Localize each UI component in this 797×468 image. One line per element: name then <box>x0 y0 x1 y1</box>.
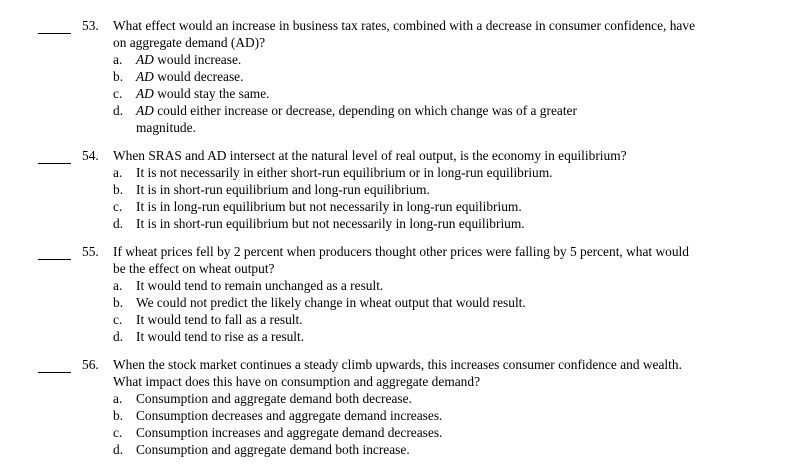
choice-text: Consumption and aggregate demand both increase. <box>136 441 410 457</box>
choice-text <box>136 103 577 137</box>
stem-line: When SRAS and AD intersect at the natural level of real output, is the economy in equilibrium? <box>113 148 627 163</box>
choice-letter: b. <box>113 68 124 84</box>
stem-line: When the stock market continues a steady climb upwards, this increases consumer confidence and wealth. <box>113 357 682 372</box>
choice-text: It is in short-run equilibrium but not necessarily in long-run equilibrium. <box>136 215 525 231</box>
choice-text: Consumption increases and aggregate demand decreases. <box>136 424 443 440</box>
question-number: 56. <box>82 357 99 372</box>
choice-letter: a. <box>113 391 123 406</box>
choice-text: It is in long-run equilibrium but not necessarily in long-run equilibrium. <box>136 198 522 214</box>
choice-letter: d. <box>113 102 124 118</box>
choice-text: It would tend to fall as a result. <box>136 311 303 327</box>
choice-line <box>136 103 577 120</box>
choice-letter: c. <box>113 424 123 440</box>
question-stem <box>113 357 763 391</box>
choice-italic-prefix: AD <box>136 68 154 84</box>
choice-italic-prefix: AD <box>136 102 154 118</box>
choice-body: would increase. <box>153 52 242 67</box>
question-number: 55. <box>82 244 99 259</box>
stem-line: be the effect on wheat output? <box>113 260 275 276</box>
stem-line: If wheat prices fell by 2 percent when producers thought other prices were falling by 5 percent, what would <box>113 244 689 259</box>
choice-letter: a. <box>113 278 123 293</box>
choice-text: Consumption decreases and aggregate demand increases. <box>136 407 443 423</box>
question-stem <box>113 148 763 165</box>
question-stem <box>113 18 763 52</box>
choice-continuation: magnitude. <box>136 119 196 135</box>
choice-body: could either increase or decrease, depending on which change was of a greater <box>153 102 577 118</box>
stem-line: on aggregate demand (AD)? <box>113 34 266 50</box>
choice-text: Consumption and aggregate demand both decrease. <box>136 391 412 406</box>
choice-letter: c. <box>113 85 123 101</box>
choice-body: would decrease. <box>153 68 244 84</box>
choice-letter: d. <box>113 328 124 344</box>
choice-text: It would tend to rise as a result. <box>136 328 305 344</box>
answer-blank[interactable] <box>38 259 71 260</box>
choice-letter: b. <box>113 407 124 423</box>
answer-blank[interactable] <box>38 33 71 34</box>
choice-text: It is in short-run equilibrium and long-run equilibrium. <box>136 181 430 197</box>
choice-letter: a. <box>113 52 123 67</box>
choice-italic-prefix: AD <box>136 85 154 101</box>
choice-text: It is not necessarily in either short-run equilibrium or in long-run equilibrium. <box>136 165 553 180</box>
choice-body: would stay the same. <box>153 85 270 101</box>
choice-text <box>136 52 241 69</box>
choice-text: We could not predict the likely change in wheat output that would result. <box>136 294 526 310</box>
choice-italic-prefix: AD <box>136 52 154 67</box>
question-number: 53. <box>82 18 99 33</box>
question-stem <box>113 244 763 278</box>
answer-blank[interactable] <box>38 372 71 373</box>
choice-text: It would tend to remain unchanged as a result. <box>136 278 384 293</box>
choice-letter: c. <box>113 311 123 327</box>
answer-blank[interactable] <box>38 163 71 164</box>
stem-line: What effect would an increase in business tax rates, combined with a decrease in consumer confidence, have <box>113 18 696 33</box>
choice-letter: d. <box>113 215 124 231</box>
choice-letter: d. <box>113 441 124 457</box>
choice-letter: b. <box>113 181 124 197</box>
choice-text <box>136 69 243 86</box>
choice-letter: b. <box>113 294 124 310</box>
choice-text <box>136 86 270 103</box>
stem-line: What impact does this have on consumption and aggregate demand? <box>113 373 481 389</box>
choice-letter: c. <box>113 198 123 214</box>
question-number: 54. <box>82 148 99 163</box>
choice-letter: a. <box>113 165 123 180</box>
